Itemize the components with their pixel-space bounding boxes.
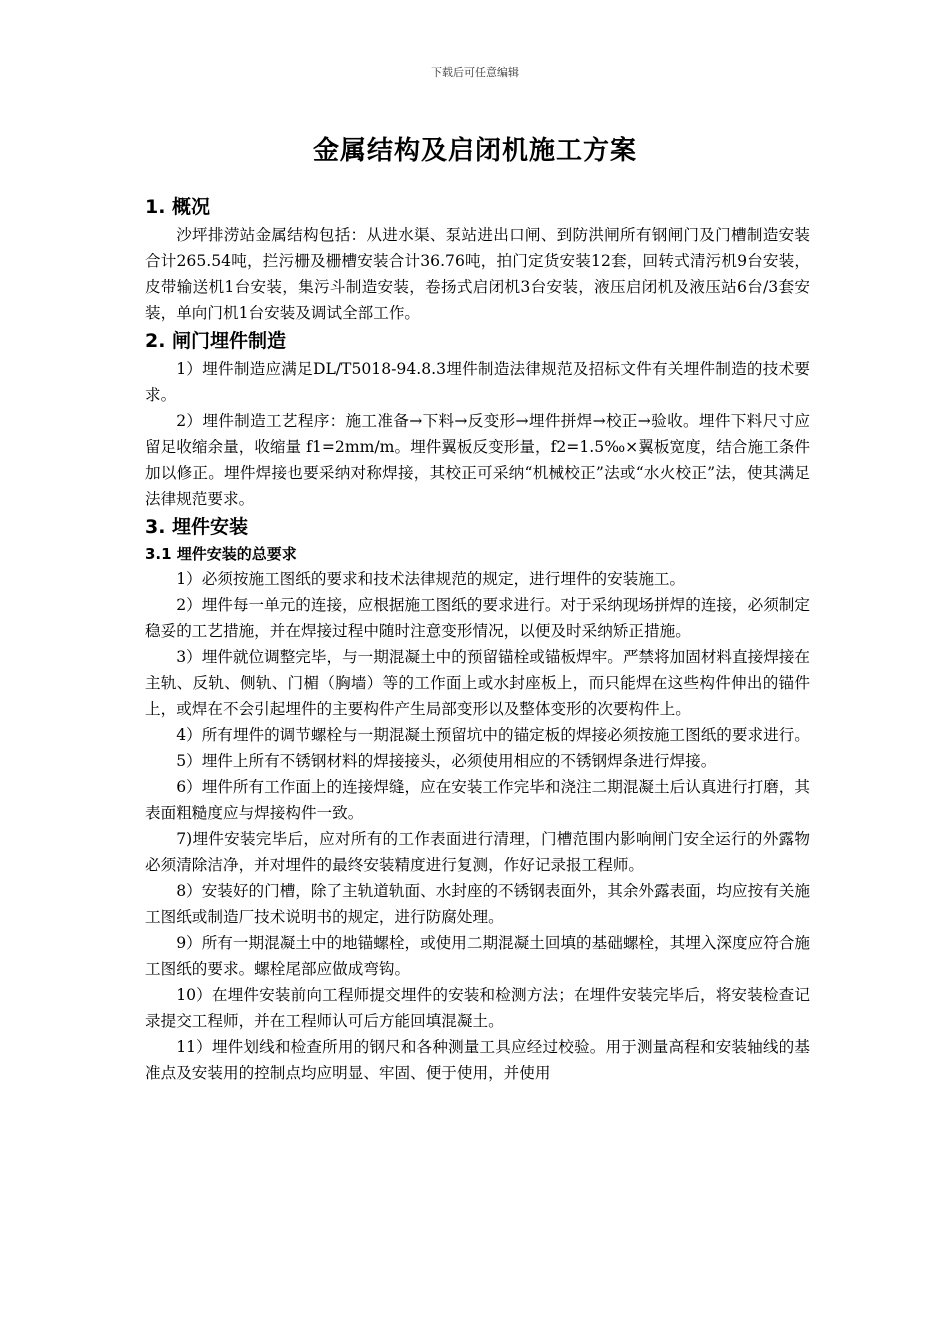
paragraph: 4）所有埋件的调节螺栓与一期混凝土预留坑中的锚定板的焊接必须按施工图纸的要求进行。 [176, 726, 810, 744]
subsection-3-1-heading: 3.1 埋件安装的总要求 [145, 545, 297, 563]
paragraph: 8）安装好的门槽，除了主轨道轨面、水封座的不锈钢表面外，其余外露表面，均应按有关施工图纸或制造厂技术说明书的规定，进行防腐处理。 [145, 882, 810, 926]
paragraph: 7)埋件安装完毕后，应对所有的工作表面进行清理，门槽范围内影响闸门安全运行的外露物必须清除洁净，并对埋件的最终安装精度进行复测，作好记录报工程师。 [145, 830, 810, 874]
section-3-heading: 3. 埋件安装 [145, 516, 249, 538]
paragraph: 3）埋件就位调整完毕，与一期混凝土中的预留锚栓或锚板焊牢。严禁将加固材料直接焊接在主轨、反轨、侧轨、门楣（胸墙）等的工作面上或水封座板上，而只能焊在这些构件伸出的锚件上，或焊在不会引起埋件的主要构件产生局部变形以及整体变形的次要构件上。 [145, 648, 810, 718]
paragraph: 10）在埋件安装前向工程师提交埋件的安装和检测方法；在埋件安装完毕后，将安装检查记录提交工程师，并在工程师认可后方能回填混凝土。 [145, 986, 810, 1030]
document-body [145, 192, 810, 1086]
paragraph: 1）埋件制造应满足DL/T5018-94.8.3埋件制造法律规范及招标文件有关埋件制造的技术要求。 [145, 360, 810, 404]
paragraph: 11）埋件划线和检查所用的钢尺和各种测量工具应经过校验。用于测量高程和安装轴线的基准点及安装用的控制点均应明显、牢固、便于使用，并使用 [145, 1038, 810, 1082]
header-note: 下载后可任意编辑 [431, 66, 519, 79]
document-title: 金属结构及启闭机施工方案 [312, 136, 637, 166]
paragraph: 沙坪排涝站金属结构包括：从进水渠、泵站进出口闸、到防洪闸所有钢闸门及门槽制造安装合计265.54吨，拦污栅及栅槽安装合计36.76吨，拍门定货安装12套，回转式清污机9台安装，皮带输送机1台安装，集污斗制造安装，卷扬式启闭机3台安装，液压启闭机及液压站6台/3套安装，单向门机1台安装及调试全部工作。 [145, 226, 810, 322]
paragraph: 2）埋件制造工艺程序：施工准备→下料→反变形→埋件拼焊→校正→验收。埋件下料尺寸应留足收缩余量，收缩量 f1=2mm/m。埋件翼板反变形量，f2=1.5‰×翼板宽度，结合施工条件加以修正。埋件焊接也要采纳对称焊接，其校正可采纳“机械校正”法或“水火校正”法，使其满足法律规范要求。 [145, 412, 810, 508]
paragraph: 1）必须按施工图纸的要求和技术法律规范的规定，进行埋件的安装施工。 [176, 570, 686, 588]
paragraph: 2）埋件每一单元的连接，应根据施工图纸的要求进行。对于采纳现场拼焊的连接，必须制定稳妥的工艺措施，并在焊接过程中随时注意变形情况，以便及时采纳矫正措施。 [145, 596, 810, 640]
paragraph: 6）埋件所有工作面上的连接焊缝，应在安装工作完毕和浇注二期混凝土后认真进行打磨，其表面粗糙度应与焊接构件一致。 [145, 778, 810, 822]
section-1-heading: 1. 概况 [145, 196, 211, 218]
paragraph: 9）所有一期混凝土中的地锚螺栓，或使用二期混凝土回填的基础螺栓，其埋入深度应符合施工图纸的要求。螺栓尾部应做成弯钩。 [145, 934, 810, 978]
section-2-heading: 2. 闸门埋件制造 [145, 330, 287, 352]
paragraph: 5）埋件上所有不锈钢材料的焊接接头，必须使用相应的不锈钢焊条进行焊接。 [176, 752, 717, 770]
